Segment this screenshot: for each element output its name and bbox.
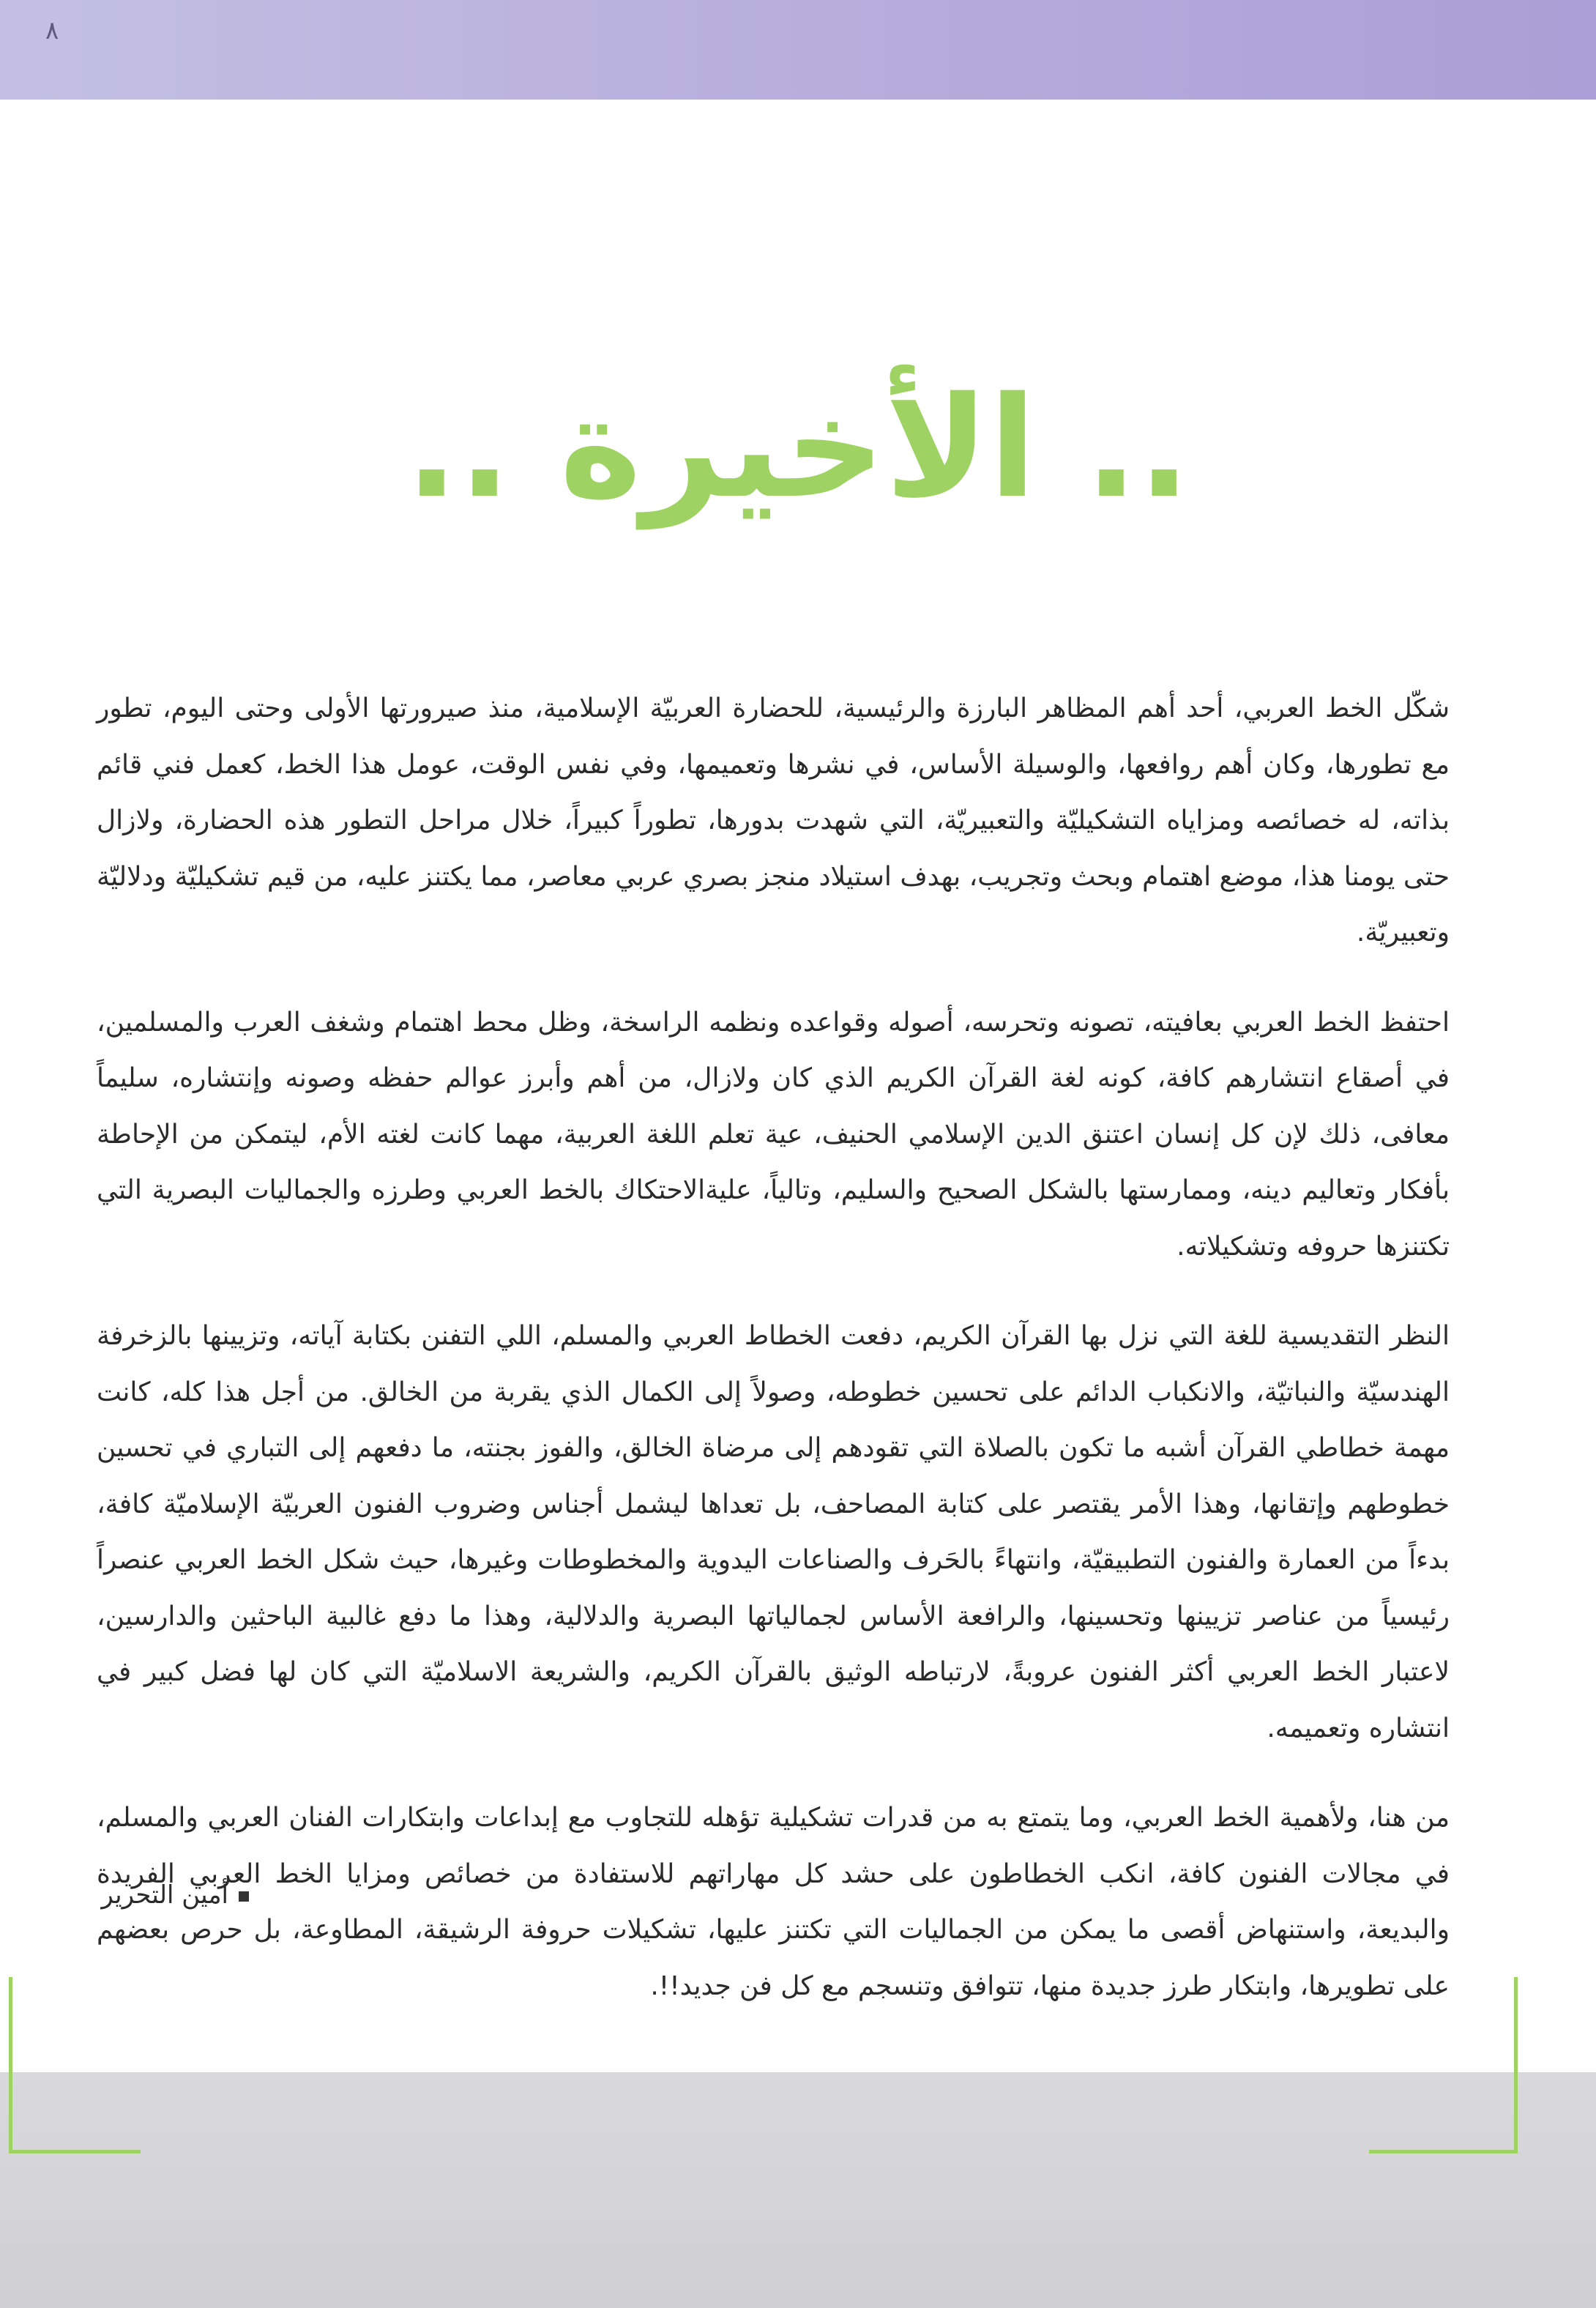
page-number: ٨ bbox=[45, 16, 59, 45]
frame-right-horizontal bbox=[1369, 2150, 1518, 2153]
paragraph: شكّل الخط العربي، أحد أهم المظاهر البارزة والرئيسية، للحضارة العربيّة الإسلامية، منذ صيرورتها الأولى وحتى اليوم، تطور مع تطورها، وكان أهم روافعها، والوسيلة الأساس، في نشرها وتعميمها، وفي نفس الوقت، عومل هذا الخط، كعمل فني قائم بذاته، له خصائصه ومزاياه التشكيليّة والتعبيريّة، التي شهدت بدورها، تطوراً كبيراً، خلال مراحل التطور هذه الحضارة، ولازال حتى يومنا هذا، موضع اهتمام وبحث وتجريب، بهدف استيلاد منجز بصري عربي معاصر، مما يكتنز عليه، من قيم تشكيليّة ودلاليّة وتعبيريّة. bbox=[97, 693, 1450, 948]
author-signature bbox=[101, 1880, 249, 1910]
article-body bbox=[97, 681, 1450, 2048]
paragraph: من هنا، ولأهمية الخط العربي، وما يتمتع به من قدرات تشكيلية تؤهله للتجاوب مع إبداعات وابتكارات الفنان العربي والمسلم، في مجالات الفنون كافة، انكب الخطاطون على حشد كل مهاراتهم للاستفادة من خصائص ومزايا الخط العربي الفريدة والبديعة، واستنهاض أقصى ما يمكن من الجماليات التي تكتنز عليها، تشكيلات حروفة الرشيقة، المطاوعة، بل حرص بعضهم على تطويرها، وابتكار طرز جديدة منها، تتوافق وتنسجم مع كل فن جديد!!. bbox=[97, 1803, 1450, 2001]
bottom-gray-band bbox=[0, 2072, 1596, 2308]
top-color-band bbox=[0, 0, 1596, 100]
page-title: .. الأخيرة .. bbox=[405, 367, 1191, 529]
frame-left-vertical bbox=[9, 1977, 12, 2153]
frame-right-vertical bbox=[1514, 1977, 1518, 2153]
square-bullet-icon bbox=[239, 1891, 249, 1902]
frame-left-horizontal bbox=[9, 2150, 141, 2153]
paragraph: النظر التقديسية للغة التي نزل بها القرآن الكريم، دفعت الخطاط العربي والمسلم، اللي التفنن بكتابة آياته، وتزيينها بالزخرفة الهندسيّة والنباتيّة، والانكباب الدائم على تحسين خطوطه، وصولاً إلى الكمال الذي يقربة من الخالق. من أجل هذا كله، كانت مهمة خطاطي القرآن أشبه ما تكون بالصلاة التي تقودهم إلى مرضاة الخالق، والفوز بجنته، ما دفعهم إلى التباري في تحسين خطوطهم وإتقانها، وهذا الأمر يقتصر على كتابة المصاحف، بل تعداها ليشمل أجناس وضروب الفنون العربيّة الإسلاميّة كافة، بدءاً من العمارة والفنون التطبيقيّة، وانتهاءً بالحَرف والصناعات اليدوية والمخطوطات وغيرها، حيث شكل الخط العربي عنصراً رئيسياً من عناصر تزيينها وتحسينها، والرافعة الأساس لجمالياتها البصرية والدلالية، وهذا ما دفع غالبية الباحثين والدارسين، لاعتبار الخط العربي أكثر الفنون عروبةً، لارتباطه الوثيق بالقرآن الكريم، والشريعة الاسلاميّة التي كان لها فضل كبير في انتشاره وتعميمه. bbox=[97, 1321, 1450, 1743]
paragraph: احتفظ الخط العربي بعافيته، تصونه وتحرسه، أصوله وقواعده ونظمه الراسخة، وظل محط اهتمام وشغف العرب والمسلمين، في أصقاع انتشارهم كافة، كونه لغة القرآن الكريم الذي كان ولازال، من أهم وأبرز عوالم حفظه وصونه وإنتشاره، سليماً معافى، ذلك لإن كل إنسان اعتنق الدين الإسلامي الحنيف، عية تعلم اللغة العربية، مهما كانت لغته الأم، ليتمكن من الإحاطة بأفكار وتعاليم دينه، وممارستها بالشكل الصحيح والسليم، وتالياً، عليةالاحتكاك بالخط العربي وطرزه والجماليات البصرية التي تكتنزها حروفه وتشكيلاته. bbox=[97, 1007, 1450, 1262]
signature-text: أمين التحرير bbox=[101, 1880, 228, 1910]
